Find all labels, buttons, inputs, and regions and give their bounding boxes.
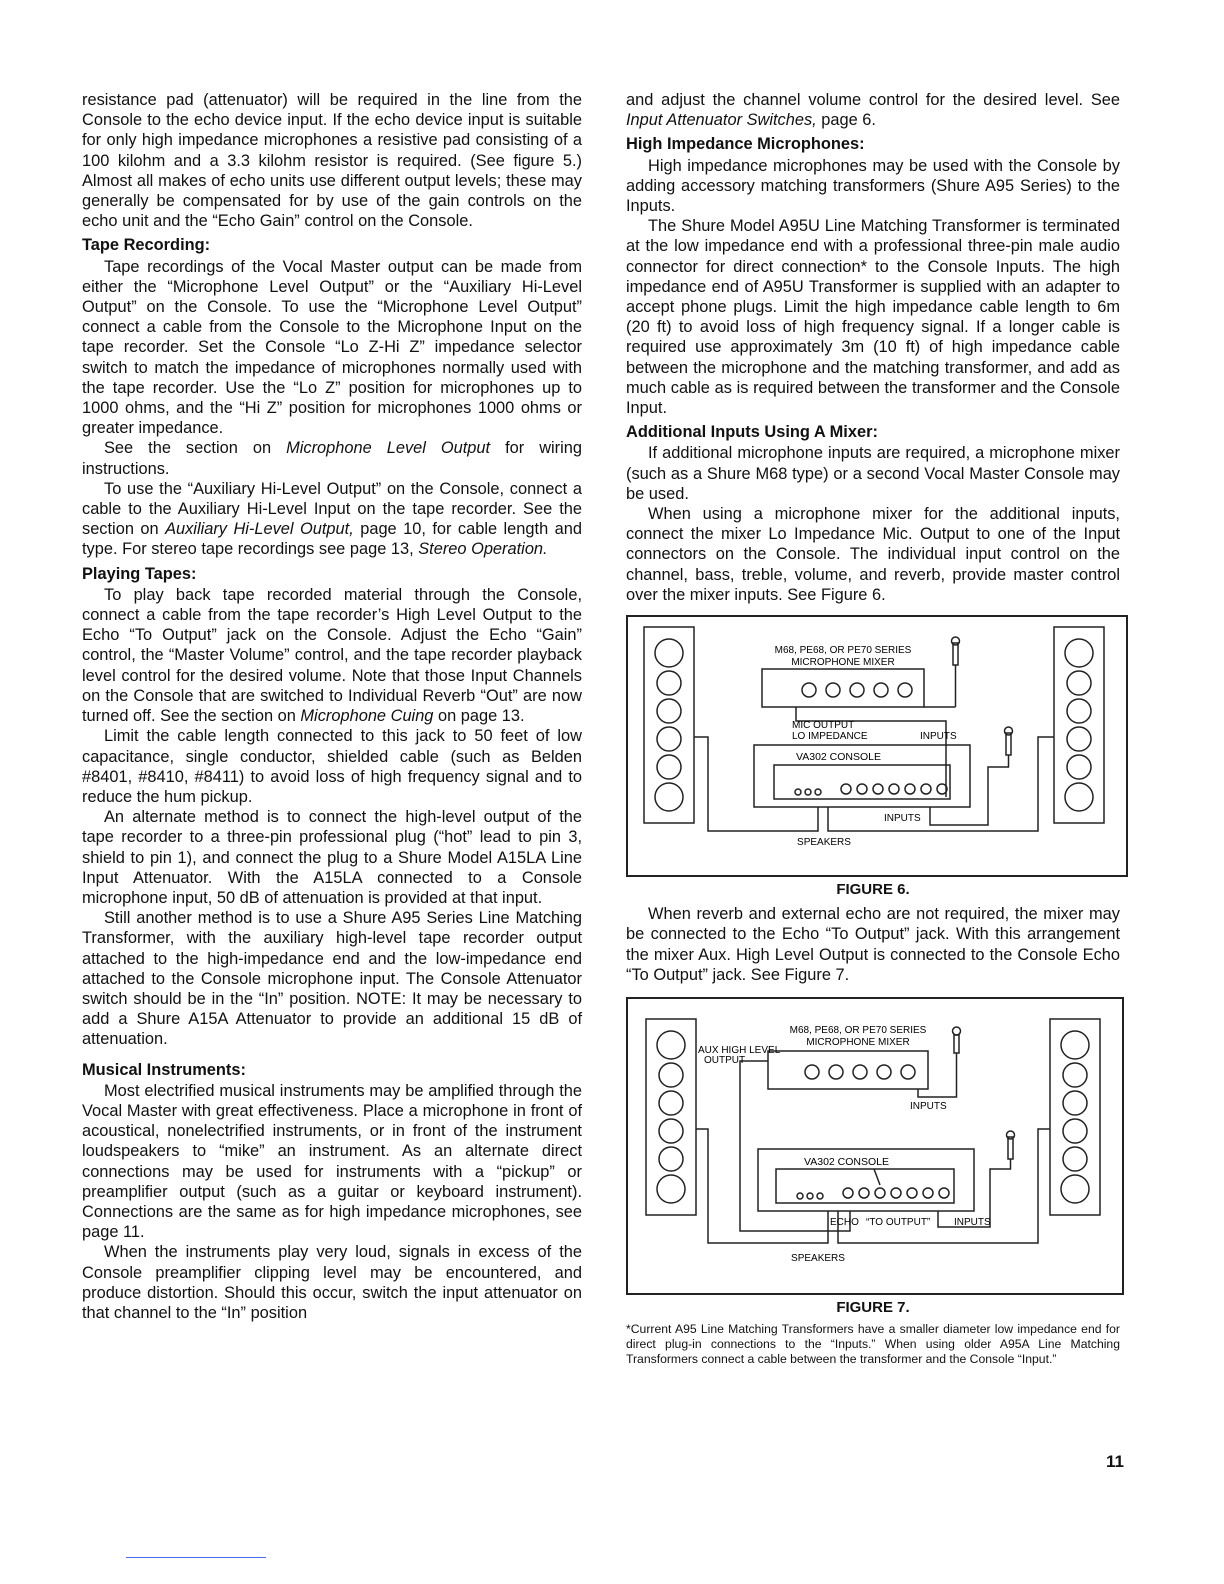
musical-instruments-heading: Musical Instruments: [82,1060,246,1079]
high-impedance-paragraph-2: The Shure Model A95U Line Matching Transformer is terminated at the low impedance end with a professional three-pin male audio connector for direct connection* to the Console Inputs. The high impedance end of A95U Transformer is supplied with an adapter to accept phone plugs. Limit the high impedance cable length to 6m (20 ft) to avoid loss of high frequency signal. If a longer cable is required use approximately 3m (10 ft) of high impedance cable between the microphone and the matching transformer, and add as much cable as is required between the transformer and the Console Input. [626,217,1120,418]
musical-instruments-paragraph-2: When the instruments play very loud, signals in excess of the Console preamplifier clipping level may be encountered, and produce distortion. Should this occur, switch the input attenuator on that channel to the “In” position [82,1243,582,1322]
mixer-knob [850,683,864,697]
playing-tapes-paragraph-2: Limit the cable length connected to this jack to 50 feet of low capacitance, single conductor, shielded cable (such as Belden #8401, #8410, #8411) to avoid loss of high frequency signal and to reduce the hum pickup. [82,727,582,806]
fig7-output-label: OUTPUT [704,1055,746,1067]
mixer-knob [826,683,840,697]
additional-inputs-paragraph-1: If additional microphone inputs are required, a microphone mixer (such as a Shure M68 type) or a second Vocal Master Console may be used. [626,444,1120,503]
fig7-aux-high-level-label: AUX HIGH LEVEL [698,1045,781,1057]
figure-7-caption: FIGURE 7. [836,1299,910,1317]
additional-inputs-paragraph-2: When using a microphone mixer for the additional inputs, connect the mixer Lo Impedance Mic. Output to one of the Input connectors on the Console. The individual input control on the channel, bass, treble, volume, and reverb, provide master control over the mixer inputs. See Figure 6. [626,505,1120,604]
left-speaker-cabinet [646,1019,696,1215]
fig7-echo-label: ECHO [830,1217,859,1229]
playing-tapes-heading: Playing Tapes: [82,564,197,583]
playing-tapes-paragraph-3: An alternate method is to connect the high-level output of the tape recorder to a three-pin professional plug (“hot” lead to pin 3, shield to pin 1), and connect the plug to a Shure Model A15LA Line Input Attenuator. With the A15LA connected to a Console microphone input, 50 dB of attenuation is provided at that input. [82,808,582,907]
fig7-to-output-label: “TO OUTPUT” [866,1217,931,1229]
fig7-speakers-label: SPEAKERS [791,1253,845,1265]
left-speaker-cabinet [644,627,694,823]
right-speaker-cone [1065,639,1093,667]
mic-icon [1008,1137,1013,1159]
playing-tapes-paragraph-4: Still another method is to use a Shure A95 Series Line Matching Transformer, with the auxiliary high-level tape recorder output attached to the high-impedance end and the low-impedance end attached to the Console microphone input. The Console Attenuator switch should be in the “In” position. NOTE: It may be necessary to add a Shure A15A Attenuator to provide an additional 15 dB of attenuation. [82,909,582,1049]
left-speaker-cone [655,783,683,811]
figure-6-diagram [626,615,1128,877]
mic-icon [954,1035,959,1053]
fig6-inputs-bottom-label: INPUTS [884,813,921,825]
footnote: *Current A95 Line Matching Transformers have a smaller diameter low impedance end for direct plug-in connections to the “Inputs.” When using older A95A Line Matching Transformers connect a cable between the transformer and the Console “Input.” [626,1322,1120,1367]
fig7-mixer-title: M68, PE68, OR PE70 SERIES [789,1025,927,1037]
figure-7-svg [628,999,1122,1293]
mic-icon [1007,1131,1015,1139]
page-number: 11 [1106,1452,1124,1471]
figure-6-svg [628,617,1126,875]
additional-inputs-heading: Additional Inputs Using A Mixer: [626,423,878,442]
fig6-mixer-title: M68, PE68, OR PE70 SERIES [774,645,912,657]
mic-icon [1006,733,1011,755]
playing-tapes-paragraph-1: To play back tape recorded material through the Console, connect a cable from the tape recorder’s High Level Output to the Echo “To Output” jack on the Console. Adjust the Echo “Gain” control, the “Master Volume” control, and the tape recorder playback level control for the desired volume. Note that those Input Channels on the Console that are switched to Individual Reverb “Out” are now turned off. See the section on Microphone Cuing on page 13. [82,585,582,726]
after-figure-6-paragraph: When reverb and external echo are not required, the mixer may be connected to the Echo “To Output” jack. With this arrangement the mixer Aux. High Level Output is connected to the Console Echo “To Output” jack. See Figure 7. [626,905,1120,984]
right-speaker-cone [1067,699,1091,723]
left-speaker-cone [655,639,683,667]
tape-recording-paragraph-2: See the section on Microphone Level Output for wiring instructions. [82,439,583,478]
musical-instruments-paragraph-1: Most electrified musical instruments may be amplified through the Vocal Master with great effectiveness. Place a microphone in front of acoustical, nonelectrified instruments, or in front of the instrument loudspeakers to “mike” an instrument. As an alternate direct connections may be used for instruments with a “pickup” or preamplifier output (such as a guitar or keyboard instrument). Connections are the same as for high impedance microphones, see page 11. [82,1081,582,1242]
fig6-console-label: VA302 CONSOLE [796,751,882,764]
fig7-inputs-top-label: INPUTS [910,1101,947,1113]
high-impedance-paragraph-1: High impedance microphones may be used with the Console by adding accessory matching transformers (Shure A95 Series) to the Inputs. [626,156,1120,216]
right-column [626,90,1120,1367]
right-speaker-cone [1067,727,1091,751]
high-impedance-heading: High Impedance Microphones: [626,135,865,154]
left-column [82,90,582,1323]
mixer-knob [898,683,912,697]
footer-rule [126,1557,266,1558]
input-attenuator-continuation: and adjust the channel volume control for the desired level. See Input Attenuator Switches, page 6. [626,91,1120,130]
mic-icon [1005,727,1013,735]
fig6-inputs-top-label: INPUTS [920,731,957,743]
mixer-box [768,1051,928,1089]
tape-recording-heading: Tape Recording: [82,236,211,255]
mic-icon [953,643,958,665]
mic-icon [952,637,960,645]
left-speaker-cone [657,671,681,695]
tape-recording-paragraph-3: To use the “Auxiliary Hi-Level Output” on the Console, connect a cable to the Auxiliary Hi-Level Input on the tape recorder. See the section on Auxiliary Hi-Level Output, page 10, for cable length and type. For stereo tape recordings see page 13, Stereo Operation. [82,479,582,559]
left-speaker-cone [657,755,681,779]
figure-7-diagram [626,997,1124,1295]
fig6-mic-output-label: MIC OUTPUT [792,720,855,732]
right-speaker-cone [1067,755,1091,779]
figure-6-caption: FIGURE 6. [836,881,910,899]
mic-icon [953,1027,961,1035]
fig7-mixer-subtitle: MICROPHONE MIXER [806,1037,910,1049]
tape-recording-paragraph-1: Tape recordings of the Vocal Master output can be made from either the “Microphone Level Output” or the “Auxiliary Hi-Level Output” on the Console. To use the “Microphone Level Output” connect a cable from the Console to the Microphone Input on the tape recorder. Set the Console “Lo Z-Hi Z” impedance selector switch to match the impedance of microphones normally used with the tape recorder. Use the “Lo Z” position for microphones up to 1000 ohms, and the “Hi Z” position for microphones 1000 ohms or greater impedance. [82,257,582,438]
right-speaker-cone [1065,783,1093,811]
fig6-speakers-label: SPEAKERS [797,837,851,849]
right-speaker-cabinet [1050,1019,1100,1215]
left-speaker-cone [657,699,681,723]
mixer-knob [802,683,816,697]
right-speaker-cabinet [1054,627,1104,823]
left-speaker-cone [657,727,681,751]
fig7-console-label: VA302 CONSOLE [804,1156,890,1169]
fig7-inputs-bottom-label: INPUTS [954,1217,991,1229]
fig6-mixer-subtitle: MICROPHONE MIXER [791,657,895,669]
fig6-lo-impedance-label: LO IMPEDANCE [792,731,868,743]
mixer-box [762,669,924,707]
echo-continuation-paragraph: resistance pad (attenuator) will be required in the line from the Console to the echo device input. If the echo device input is suitable for only high impedance microphones a resistive pad consisting of a 100 kilohm and a 3.3 kilohm resistor is required. (See figure 5.) Almost all makes of echo units use different output levels; these may generally be compensated for by use of the gain controls on the echo unit and the “Echo Gain” control on the Console. [82,91,582,231]
mixer-knob [874,683,888,697]
right-speaker-cone [1067,671,1091,695]
